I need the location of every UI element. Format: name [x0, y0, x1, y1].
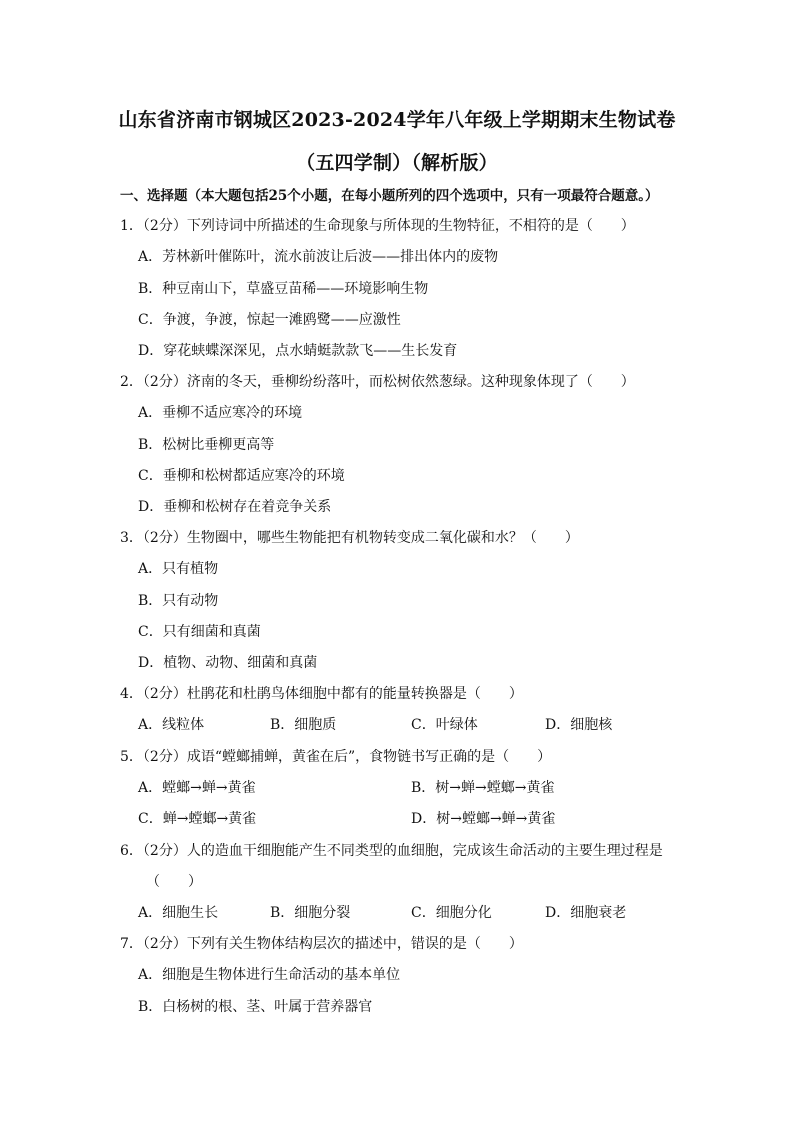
question-1-stem: 1．（2分）下列诗词中所描述的生命现象与所体现的生物特征，不相符的是（ ） — [120, 218, 635, 234]
page-title: 山东省济南市钢城区2023-2024学年八年级上学期期末生物试卷 — [118, 109, 676, 131]
page-subtitle: （五四学制）（解析版） — [296, 152, 498, 174]
question-5-option-c: C．蝉→螳螂→黄雀 — [138, 811, 257, 827]
question-3-stem: 3．（2分）生物圈中，哪些生物能把有机物转变成二氧化碳和水？（ ） — [120, 530, 579, 546]
question-3-option-c: C．只有细菌和真菌 — [138, 624, 261, 640]
question-4-option-d: D．细胞核 — [545, 717, 613, 733]
question-2-option-b: B．松树比垂柳更高等 — [138, 437, 275, 453]
question-2-option-d: D．垂柳和松树存在着竞争关系 — [138, 499, 332, 515]
question-3-option-d: D．植物、动物、细菌和真菌 — [138, 655, 318, 671]
question-5-stem: 5．（2分）成语“螳螂捕蝉，黄雀在后”，食物链书写正确的是（ ） — [120, 749, 552, 765]
question-6-option-a: A．细胞生长 — [138, 905, 219, 921]
question-4-option-a: A．线粒体 — [138, 717, 205, 733]
question-2-stem: 2．（2分）济南的冬天，垂柳纷纷落叶，而松树依然葱绿。这种现象体现了（ ） — [120, 374, 635, 390]
question-4-option-b: B．细胞质 — [270, 717, 337, 733]
section-heading: 一、选择题（本大题包括25个小题，在每小题所列的四个选项中，只有一项最符合题意。） — [120, 188, 659, 204]
question-2-option-a: A．垂柳不适应寒冷的环境 — [138, 405, 303, 421]
question-1-option-b: B．种豆南山下，草盛豆苗稀——环境影响生物 — [138, 281, 429, 297]
question-7-option-a: A．细胞是生物体进行生命活动的基本单位 — [138, 967, 401, 983]
question-6-stem: 6．（2分）人的造血干细胞能产生不同类型的血细胞，完成该生命活动的主要生理过程是 — [120, 843, 663, 859]
question-2-option-c: C．垂柳和松树都适应寒冷的环境 — [138, 468, 345, 484]
question-1-option-a: A．芳林新叶催陈叶，流水前波让后波——排出体内的废物 — [138, 249, 499, 265]
question-5-option-d: D．树→螳螂→蝉→黄雀 — [411, 811, 556, 827]
question-6-option-b: B．细胞分裂 — [270, 905, 351, 921]
question-6-option-d: D．细胞衰老 — [545, 905, 627, 921]
question-3-option-a: A．只有植物 — [138, 561, 219, 577]
question-6-stem-continued: （ ） — [146, 874, 202, 890]
question-1-option-c: C．争渡，争渡，惊起一滩鸥鹭——应激性 — [138, 312, 401, 328]
question-5-option-b: B．树→蝉→螳螂→黄雀 — [411, 780, 555, 796]
question-4-option-c: C．叶绿体 — [411, 717, 478, 733]
question-1-option-d: D．穿花蛱蝶深深见，点水蜻蜓款款飞——生长发育 — [138, 343, 458, 359]
question-6-option-c: C．细胞分化 — [411, 905, 492, 921]
question-3-option-b: B．只有动物 — [138, 593, 219, 609]
question-7-stem: 7．（2分）下列有关生物体结构层次的描述中，错误的是（ ） — [120, 936, 523, 952]
question-7-option-b: B．白杨树的根、茎、叶属于营养器官 — [138, 999, 373, 1015]
question-5-option-a: A．螳螂→蝉→黄雀 — [138, 780, 256, 796]
question-4-stem: 4．（2分）杜鹃花和杜鹃鸟体细胞中都有的能量转换器是（ ） — [120, 686, 523, 702]
